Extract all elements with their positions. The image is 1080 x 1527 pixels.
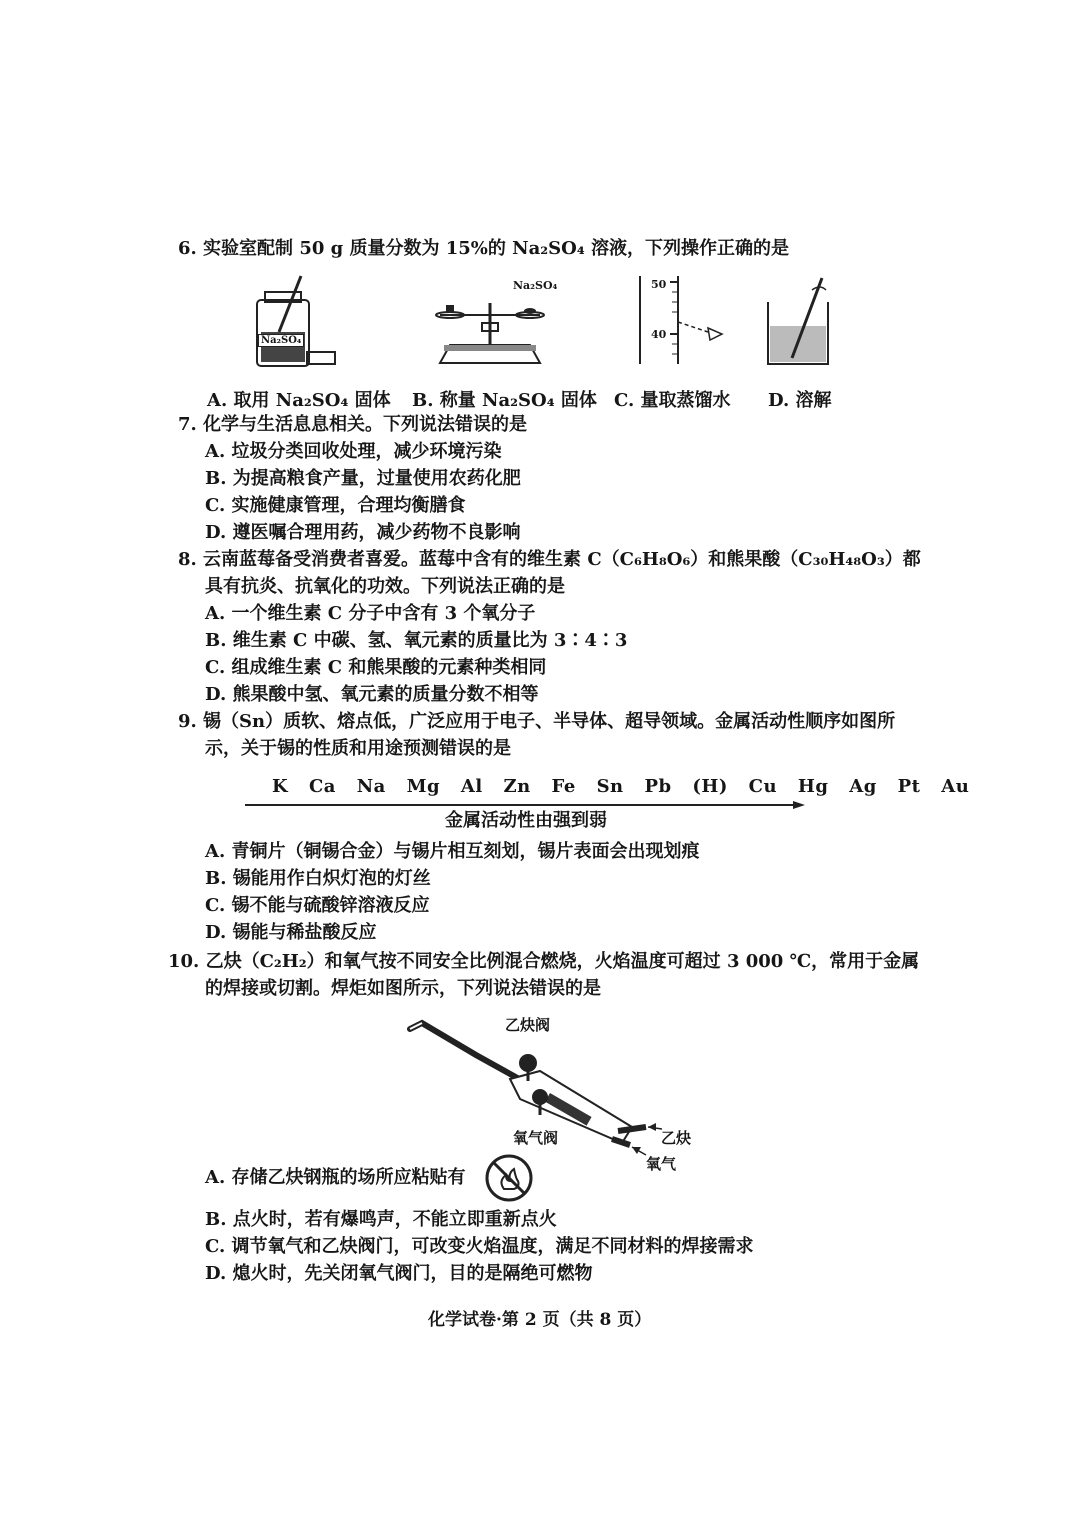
label-oxygen: 氧气: [646, 1155, 677, 1173]
q6-figure-b-balance: [430, 285, 550, 370]
q10-option-c: C. 调节氧气和乙炔阀门，可改变火焰温度，满足不同材料的焊接需求: [205, 1236, 754, 1257]
metal-na: Na: [356, 776, 386, 797]
metal-al: Al: [460, 776, 483, 797]
metal-sn: Sn: [596, 776, 624, 797]
q8-option-b: B. 维生素 C 中碳、氢、氧元素的质量比为 3∶4∶3: [205, 630, 628, 651]
q6-option-d: D. 溶解: [768, 390, 832, 411]
q6-figure-c-cylinder: [630, 272, 740, 372]
metal-activity-series: [272, 776, 983, 797]
metal-k: K: [272, 776, 289, 797]
no-fire-sign-icon: [484, 1153, 534, 1203]
label-oxygen-valve: 氧气阀: [513, 1129, 559, 1147]
q9-option-c: C. 锡不能与硫酸锌溶液反应: [205, 895, 430, 916]
metal-pb: Pb: [644, 776, 672, 797]
metal-mg: Mg: [406, 776, 441, 797]
metal-au: Au: [941, 776, 970, 797]
metal-ag: Ag: [849, 776, 877, 797]
q6-cylinder-50: 50: [651, 278, 667, 291]
activity-caption: 金属活动性由强到弱: [445, 810, 607, 831]
q10-stem-line1: 10. 乙炔（C₂H₂）和氧气按不同安全比例混合燃烧，火焰温度可超过 3 000 ℃，常用于金属: [168, 951, 920, 972]
q6-cylinder-40: 40: [651, 328, 667, 341]
q9-option-b: B. 锡能用作白炽灯泡的灯丝: [205, 868, 431, 889]
q9-stem-line2: 示，关于锡的性质和用途预测错误的是: [205, 738, 511, 759]
q6-figure-d-beaker: [762, 272, 842, 372]
q8-option-c: C. 组成维生素 C 和熊果酸的元素种类相同: [205, 657, 547, 678]
q7-option-c: C. 实施健康管理，合理均衡膳食: [205, 495, 466, 516]
q6-option-a: A. 取用 Na₂SO₄ 固体: [207, 390, 391, 411]
metal-fe: Fe: [551, 776, 576, 797]
q6-balance-label: Na₂SO₄: [513, 279, 558, 292]
q6-option-b: B. 称量 Na₂SO₄ 固体: [412, 390, 597, 411]
q7-option-d: D. 遵医嘱合理用药，减少药物不良影响: [205, 522, 521, 543]
q8-stem-line2: 具有抗炎、抗氧化的功效。下列说法正确的是: [205, 576, 565, 597]
metal-h: (H): [692, 776, 728, 797]
page-footer: 化学试卷·第 2 页（共 8 页）: [428, 1310, 652, 1330]
q6-option-c: C. 量取蒸馏水: [614, 390, 731, 411]
q10-option-d: D. 熄火时，先关闭氧气阀门，目的是隔绝可燃物: [205, 1263, 593, 1284]
metal-hg: Hg: [797, 776, 829, 797]
metal-pt: Pt: [897, 776, 921, 797]
q7-option-a: A. 垃圾分类回收处理，减少环境污染: [205, 441, 502, 462]
q10-option-a: A. 存储乙炔钢瓶的场所应粘贴有: [205, 1167, 466, 1188]
q9-option-a: A. 青铜片（铜锡合金）与锡片相互刻划，锡片表面会出现划痕: [205, 841, 700, 862]
metal-cu: Cu: [748, 776, 778, 797]
label-acetylene-valve: 乙炔阀: [505, 1016, 551, 1034]
metal-zn: Zn: [503, 776, 531, 797]
q9-option-d: D. 锡能与稀盐酸反应: [205, 922, 377, 943]
label-acetylene: 乙炔: [661, 1129, 692, 1147]
q6-bottle-label: Na₂SO₄: [258, 334, 304, 347]
q10-stem-line2: 的焊接或切割。焊炬如图所示，下列说法错误的是: [205, 978, 601, 999]
q7-stem: 7. 化学与生活息息相关。下列说法错误的是: [178, 414, 528, 435]
q8-option-d: D. 熊果酸中氢、氧元素的质量分数不相等: [205, 684, 539, 705]
q8-option-a: A. 一个维生素 C 分子中含有 3 个氧分子: [205, 603, 536, 624]
q10-option-b: B. 点火时，若有爆鸣声，不能立即重新点火: [205, 1209, 557, 1230]
q6-figure-a-bottle: [245, 272, 345, 372]
q8-stem-line1: 8. 云南蓝莓备受消费者喜爱。蓝莓中含有的维生素 C（C₆H₈O₆）和熊果酸（C₃₀H₄₈O₃）都: [178, 549, 921, 570]
metal-ca: Ca: [308, 776, 336, 797]
q7-option-b: B. 为提高粮食产量，过量使用农药化肥: [205, 468, 521, 489]
q6-stem: 6. 实验室配制 50 g 质量分数为 15%的 Na₂SO₄ 溶液，下列操作正确的是: [178, 238, 790, 259]
q9-stem-line1: 9. 锡（Sn）质软、熔点低，广泛应用于电子、半导体、超导领域。金属活动性顺序如图所: [178, 711, 896, 732]
